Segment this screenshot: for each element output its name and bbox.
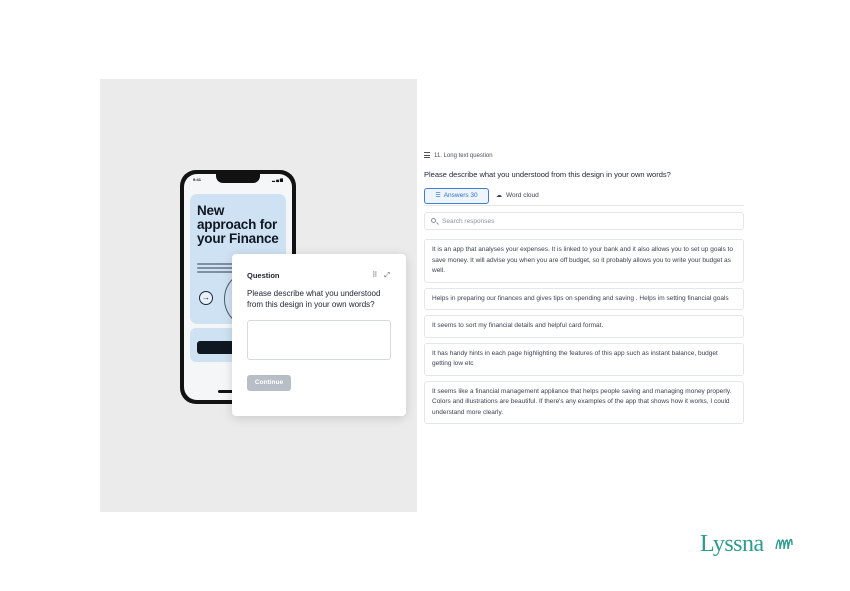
tab-answers[interactable] — [424, 188, 489, 204]
phone-heading: New approach for your Finance — [197, 203, 279, 246]
search-input[interactable] — [442, 215, 732, 228]
signal-icon: ▂▄▆ — [272, 177, 284, 182]
logo-text: Lyssna — [700, 531, 764, 557]
expand-icon[interactable]: ⤢ — [384, 272, 390, 279]
question-card-title: Question — [247, 271, 280, 280]
phone-time: 9:41 — [193, 177, 202, 182]
results-question: Please describe what you understood from this design in your own words? — [424, 170, 671, 179]
question-card-actions — [365, 271, 390, 280]
response-item: It seems like a financial management appliance that helps people saving and managing money properly. Colors and illustrations are beautiful. If there's any examples of the app that shows how it works, I could understand more clearly. — [424, 381, 744, 425]
list-icon: ☰ — [435, 193, 441, 199]
search-box — [424, 212, 744, 230]
results-tabs — [424, 188, 744, 206]
response-item: Helps in preparing our finances and gives tips on spending and saving . Helps im setting financial goals — [424, 288, 744, 311]
response-list — [424, 239, 744, 429]
phone-notch — [216, 174, 260, 183]
grip-icon[interactable]: ⠿ — [372, 272, 378, 279]
cloud-icon: ☁ — [496, 193, 502, 199]
lyssna-logo — [700, 531, 764, 557]
continue-button[interactable]: Continue — [247, 375, 291, 391]
answer-textarea[interactable] — [247, 320, 391, 360]
question-label-text: 11. Long text question — [434, 153, 493, 159]
logo-squiggle-icon — [775, 533, 793, 553]
tab-word-cloud[interactable] — [496, 188, 539, 204]
long-text-icon — [424, 152, 430, 158]
response-item: It is an app that analyses your expenses. It is linked to your bank and it also allows you to set up goals to save money. It will advise you when you are off budget, so it probably allows you to write your budget as well. — [424, 239, 744, 283]
question-text: Please describe what you understood from this design in your own words? — [247, 289, 381, 309]
response-item: It has handy hints in each page highlighting the features of this app such as instant balance, budget getting low etc — [424, 343, 744, 376]
arrow-right-icon: → — [199, 291, 213, 305]
tab-answers-label: Answers 30 — [443, 192, 478, 199]
search-icon — [431, 218, 436, 223]
response-item: It seems to sort my financial details and helpful card format. — [424, 315, 744, 338]
tab-word-cloud-label: Word cloud — [506, 192, 539, 199]
question-card — [232, 254, 406, 416]
question-label — [424, 152, 493, 159]
